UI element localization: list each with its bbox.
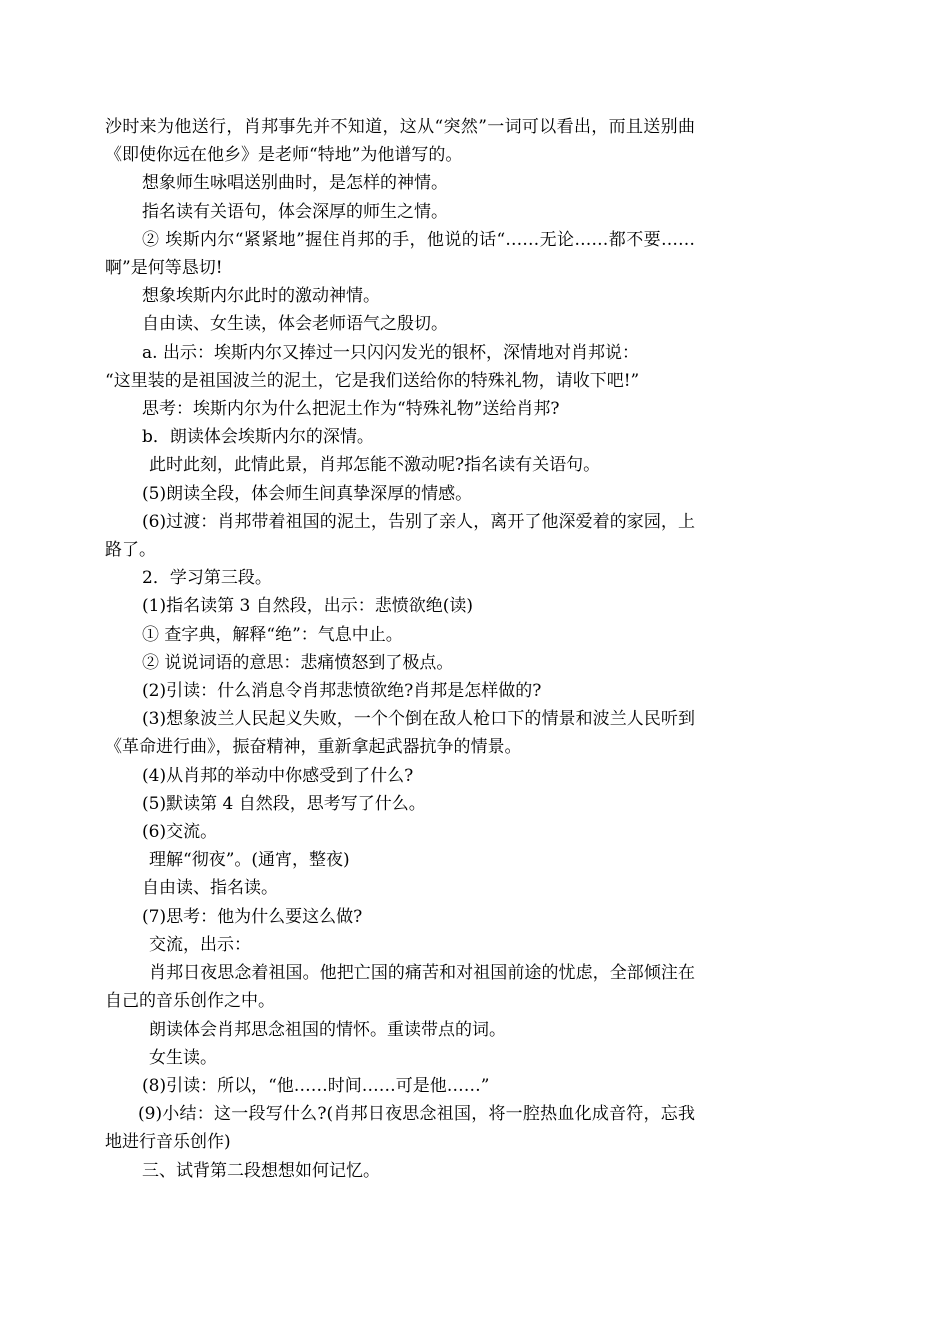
paragraph-17: ② 说说词语的意思：悲痛愤怒到了极点。 [142, 652, 454, 673]
paragraph-14: 2．学习第三段。 [142, 568, 272, 589]
paragraph-32: 三、试背第二段想想如何记忆。 [142, 1160, 380, 1181]
paragraph-18: (2)引读：什么消息令肖邦悲愤欲绝?肖邦是怎样做的? [142, 681, 542, 702]
paragraph-20: (4)从肖邦的举动中你感受到了什么? [142, 765, 414, 786]
paragraph-27: 肖邦日夜思念着祖国。他把亡国的痛苦和对祖国前途的忧虑，全部倾注在自己的音乐创作之中。 [105, 963, 695, 1012]
paragraph-1: 沙时来为他送行，肖邦事先并不知道，这从“突然”一词可以看出，而且送别曲《即使你远在他乡》是老师“特地”为他谱写的。 [105, 117, 695, 166]
paragraph-28: 朗读体会肖邦思念祖国的情怀。重读带点的词。 [149, 1019, 506, 1040]
paragraph-30: (8)引读：所以，“他……时间……可是他……” [142, 1075, 490, 1096]
document-body [105, 113, 695, 1185]
paragraph-22: (6)交流。 [142, 822, 218, 843]
paragraph-31: (9)小结：这一段写什么?(肖邦日夜思念祖国，将一腔热血化成音符，忘我地进行音乐创作) [105, 1104, 695, 1153]
paragraph-29: 女生读。 [149, 1047, 217, 1068]
paragraph-11: 此时此刻，此情此景，肖邦怎能不激动呢?指名读有关语句。 [149, 455, 601, 476]
paragraph-12: (5)朗读全段，体会师生间真挚深厚的情感。 [142, 483, 473, 504]
paragraph-25: (7)思考：他为什么要这么做? [142, 906, 363, 927]
paragraph-6: 自由读、女生读，体会老师语气之殷切。 [142, 314, 448, 335]
paragraph-13: (6)过渡：肖邦带着祖国的泥土，告别了亲人，离开了他深爱着的家园，上路了。 [105, 511, 695, 561]
paragraph-19: (3)想象波兰人民起义失败，一个个倒在敌人枪口下的情景和波兰人民听到《革命进行曲》，振奋精神，重新拿起武器抗争的情景。 [105, 709, 695, 758]
paragraph-26: 交流，出示： [149, 934, 251, 955]
paragraph-8: “这里装的是祖国波兰的泥土，它是我们送给你的特殊礼物，请收下吧!” [105, 370, 640, 391]
paragraph-4: ② 埃斯内尔“紧紧地”握住肖邦的手，他说的话“……无论……都不要……啊”是何等恳切! [105, 229, 695, 279]
paragraph-2: 想象师生咏唱送别曲时，是怎样的神情。 [142, 173, 448, 194]
paragraph-24: 自由读、指名读。 [142, 878, 278, 899]
paragraph-7: a. 出示：埃斯内尔又捧过一只闪闪发光的银杯，深情地对肖邦说： [142, 342, 639, 363]
paragraph-21: (5)默读第 4 自然段，思考写了什么。 [142, 793, 426, 814]
paragraph-15: (1)指名读第 3 自然段，出示：悲愤欲绝(读) [142, 596, 473, 617]
paragraph-10: b．朗读体会埃斯内尔的深情。 [142, 427, 374, 448]
paragraph-3: 指名读有关语句，体会深厚的师生之情。 [142, 201, 448, 222]
paragraph-9: 思考：埃斯内尔为什么把泥土作为“特殊礼物”送给肖邦? [142, 399, 560, 420]
paragraph-16: ① 查字典，解释“绝”：气息中止。 [142, 624, 403, 645]
paragraph-5: 想象埃斯内尔此时的激动神情。 [142, 286, 380, 307]
paragraph-23: 理解“彻夜”。(通宵，整夜) [149, 850, 350, 871]
